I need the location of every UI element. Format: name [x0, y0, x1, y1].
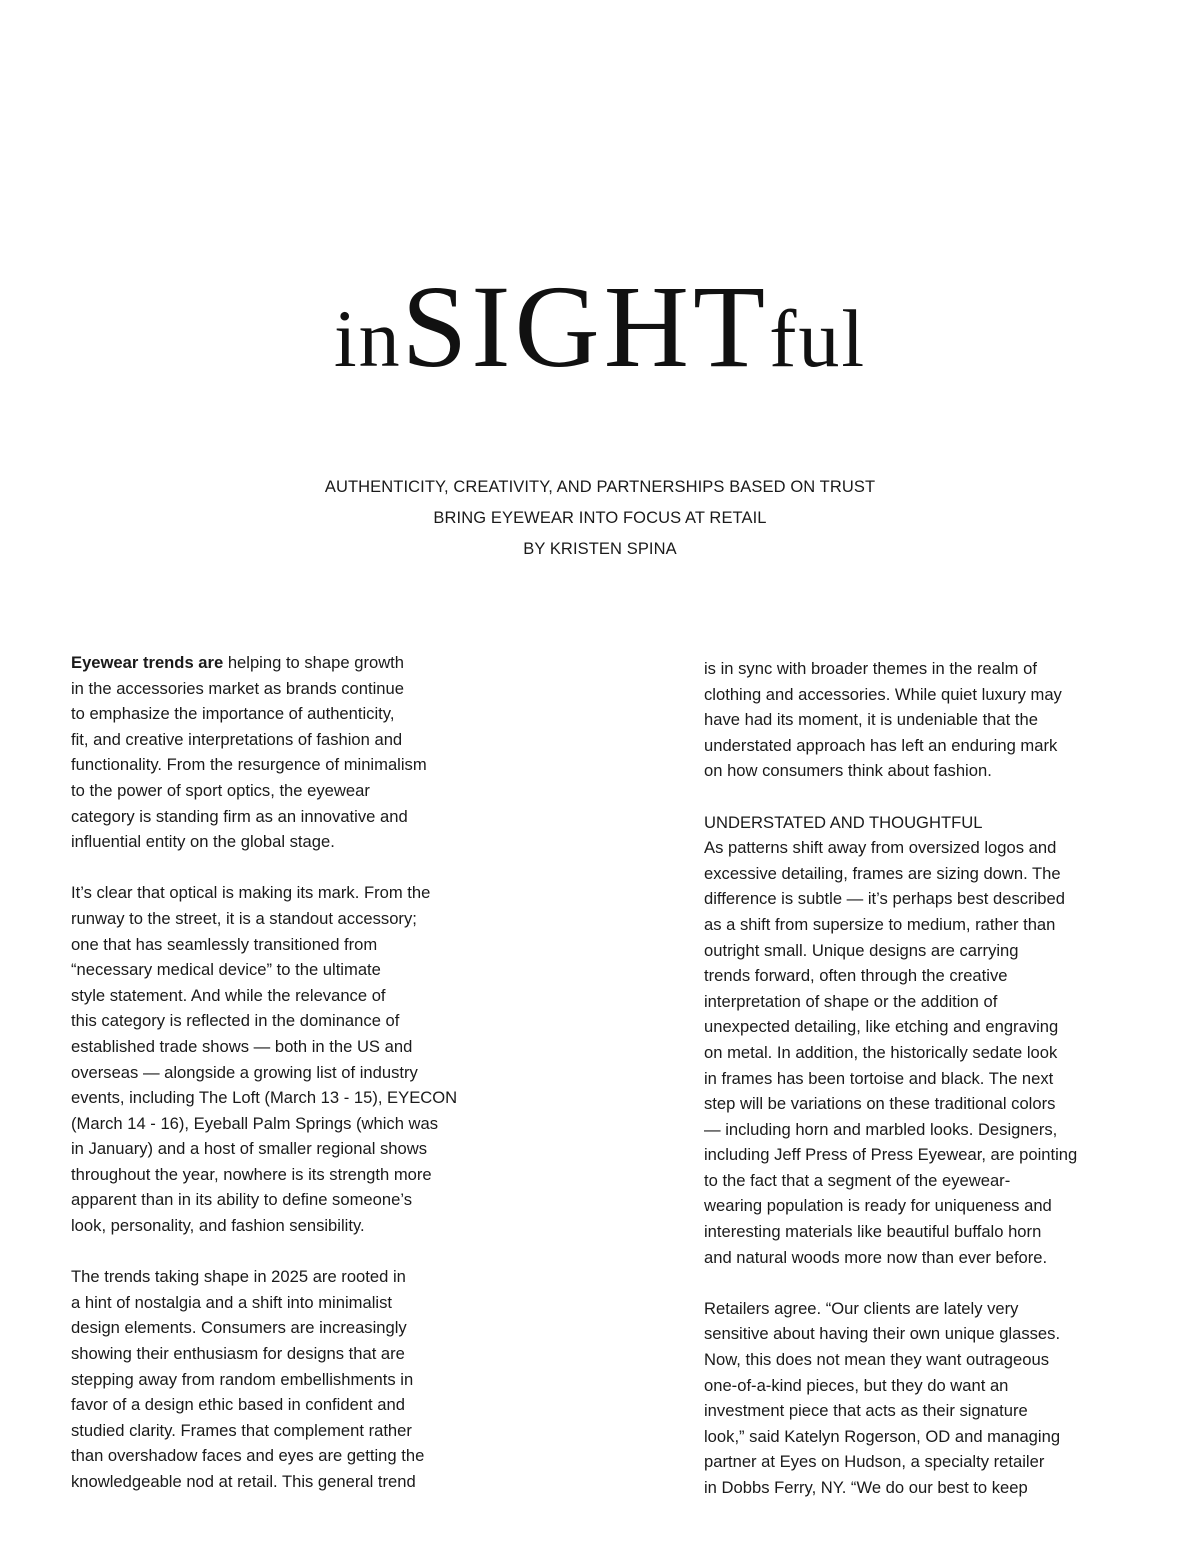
body-line: partner at Eyes on Hudson, a specialty retailer	[704, 1452, 1045, 1472]
body-line: throughout the year, nowhere is its strength more	[71, 1164, 432, 1184]
body-line: sensitive about having their own unique glasses.	[704, 1324, 1061, 1344]
paragraph-continued	[704, 656, 1124, 784]
headline-suffix: ful	[769, 293, 867, 384]
body-line: style statement. And while the relevance of	[71, 985, 386, 1005]
body-line: — including horn and marbled looks. Designers,	[704, 1119, 1058, 1139]
body-line: design elements. Consumers are increasingly	[71, 1318, 407, 1338]
body-line: on how consumers think about fashion.	[704, 761, 992, 781]
section-subhead: UNDERSTATED AND THOUGHTFUL	[704, 812, 983, 832]
body-line: a hint of nostalgia and a shift into minimalist	[71, 1292, 392, 1312]
paragraph-intro	[71, 650, 481, 855]
body-line: investment piece that acts as their signature	[704, 1401, 1028, 1421]
deck-line: AUTHENTICITY, CREATIVITY, AND PARTNERSHIPS BASED ON TRUST	[324, 478, 876, 496]
body-line: on metal. In addition, the historically sedate look	[704, 1042, 1058, 1062]
body-line: (March 14 - 16), Eyeball Palm Springs (which was	[71, 1113, 439, 1133]
body-line: in January) and a host of smaller regional shows	[71, 1139, 428, 1159]
left-column	[71, 650, 481, 1495]
body-line: stepping away from random embellishments in	[71, 1369, 414, 1389]
body-line: one that has seamlessly transitioned from	[71, 934, 378, 954]
body-line: studied clarity. Frames that complement rather	[71, 1420, 412, 1440]
body-line: have had its moment, it is undeniable that the	[704, 710, 1038, 730]
body-line: interpretation of shape or the addition of	[704, 991, 998, 1011]
body-line: functionality. From the resurgence of minimalism	[71, 755, 427, 775]
body-line: Now, this does not mean they want outrageous	[704, 1350, 1049, 1370]
body-line: unexpected detailing, like etching and engraving	[704, 1017, 1059, 1037]
body-line: to emphasize the importance of authenticity,	[71, 704, 395, 724]
body-line: As patterns shift away from oversized logos and	[704, 838, 1057, 858]
body-text: helping to shape growth	[223, 653, 405, 672]
body-line: look,” said Katelyn Rogerson, OD and managing	[704, 1426, 1061, 1446]
body-line: in Dobbs Ferry, NY. “We do our best to keep	[704, 1478, 1028, 1497]
body-line: trends forward, often through the creative	[704, 966, 1008, 986]
body-line: outright small. Unique designs are carrying	[704, 940, 1019, 960]
body-line: It’s clear that optical is making its mark. From the	[71, 883, 431, 903]
body-line: and natural woods more now than ever before.	[704, 1247, 1048, 1267]
body-line: than overshadow faces and eyes are getting the	[71, 1446, 425, 1466]
body-line: “necessary medical device” to the ultimate	[71, 960, 381, 980]
body-line: step will be variations on these traditional colors	[704, 1094, 1056, 1114]
headline-prefix: in	[333, 293, 402, 384]
body-line: look, personality, and fashion sensibility.	[71, 1216, 365, 1236]
paragraph-optical	[71, 880, 481, 1238]
body-line: The trends taking shape in 2025 are rooted in	[71, 1267, 406, 1287]
article-headline	[0, 261, 1200, 392]
body-line: this category is reflected in the dominance of	[71, 1011, 400, 1031]
body-line: favor of a design ethic based in confident and	[71, 1395, 405, 1415]
body-line: influential entity on the global stage.	[71, 832, 335, 852]
body-line	[71, 650, 481, 676]
body-line: events, including The Loft (March 13 - 15), EYECON	[71, 1088, 458, 1108]
headline-main: SIGHT	[401, 261, 770, 392]
right-column	[704, 656, 1124, 1501]
byline: BY KRISTEN SPINA	[523, 540, 677, 558]
body-line: one-of-a-kind pieces, but they do want an	[704, 1375, 1009, 1395]
body-line: apparent than in its ability to define someone’s	[71, 1190, 413, 1210]
body-line: showing their enthusiasm for designs that are	[71, 1344, 405, 1364]
body-line: established trade shows — both in the US and	[71, 1036, 413, 1056]
body-line: to the power of sport optics, the eyewear	[71, 780, 370, 800]
paragraph-trends	[71, 1264, 481, 1494]
body-line: fit, and creative interpretations of fashion and	[71, 729, 403, 749]
body-line: understated approach has left an enduring mark	[704, 735, 1058, 755]
body-line: knowledgeable nod at retail. This general trend	[71, 1472, 416, 1491]
body-line: is in sync with broader themes in the realm of	[704, 659, 1037, 678]
body-line: to the fact that a segment of the eyewear-	[704, 1170, 1011, 1190]
body-line: Retailers agree. “Our clients are lately very	[704, 1298, 1019, 1318]
body-line: including Jeff Press of Press Eyewear, are pointing	[704, 1145, 1078, 1165]
body-line: overseas — alongside a growing list of industry	[71, 1062, 418, 1082]
body-line: excessive detailing, frames are sizing down. The	[704, 863, 1061, 883]
body-line: runway to the street, it is a standout accessory;	[71, 908, 417, 928]
body-line: wearing population is ready for uniqueness and	[704, 1196, 1052, 1216]
lead-in-bold: Eyewear trends are	[71, 653, 224, 672]
body-line: clothing and accessories. While quiet luxury may	[704, 684, 1062, 704]
deck-line: BRING EYEWEAR INTO FOCUS AT RETAIL	[433, 509, 767, 527]
body-line: in the accessories market as brands continue	[71, 678, 404, 698]
body-line: as a shift from supersize to medium, rather than	[704, 914, 1056, 934]
paragraph-retailers	[704, 1296, 1124, 1501]
body-line: difference is subtle — it’s perhaps best described	[704, 889, 1065, 909]
paragraph-understated	[704, 835, 1124, 1270]
body-line: in frames has been tortoise and black. The next	[704, 1068, 1054, 1088]
body-line: interesting materials like beautiful buffalo horn	[704, 1222, 1042, 1242]
body-line: category is standing firm as an innovative and	[71, 806, 408, 826]
article-deck	[0, 472, 1200, 565]
